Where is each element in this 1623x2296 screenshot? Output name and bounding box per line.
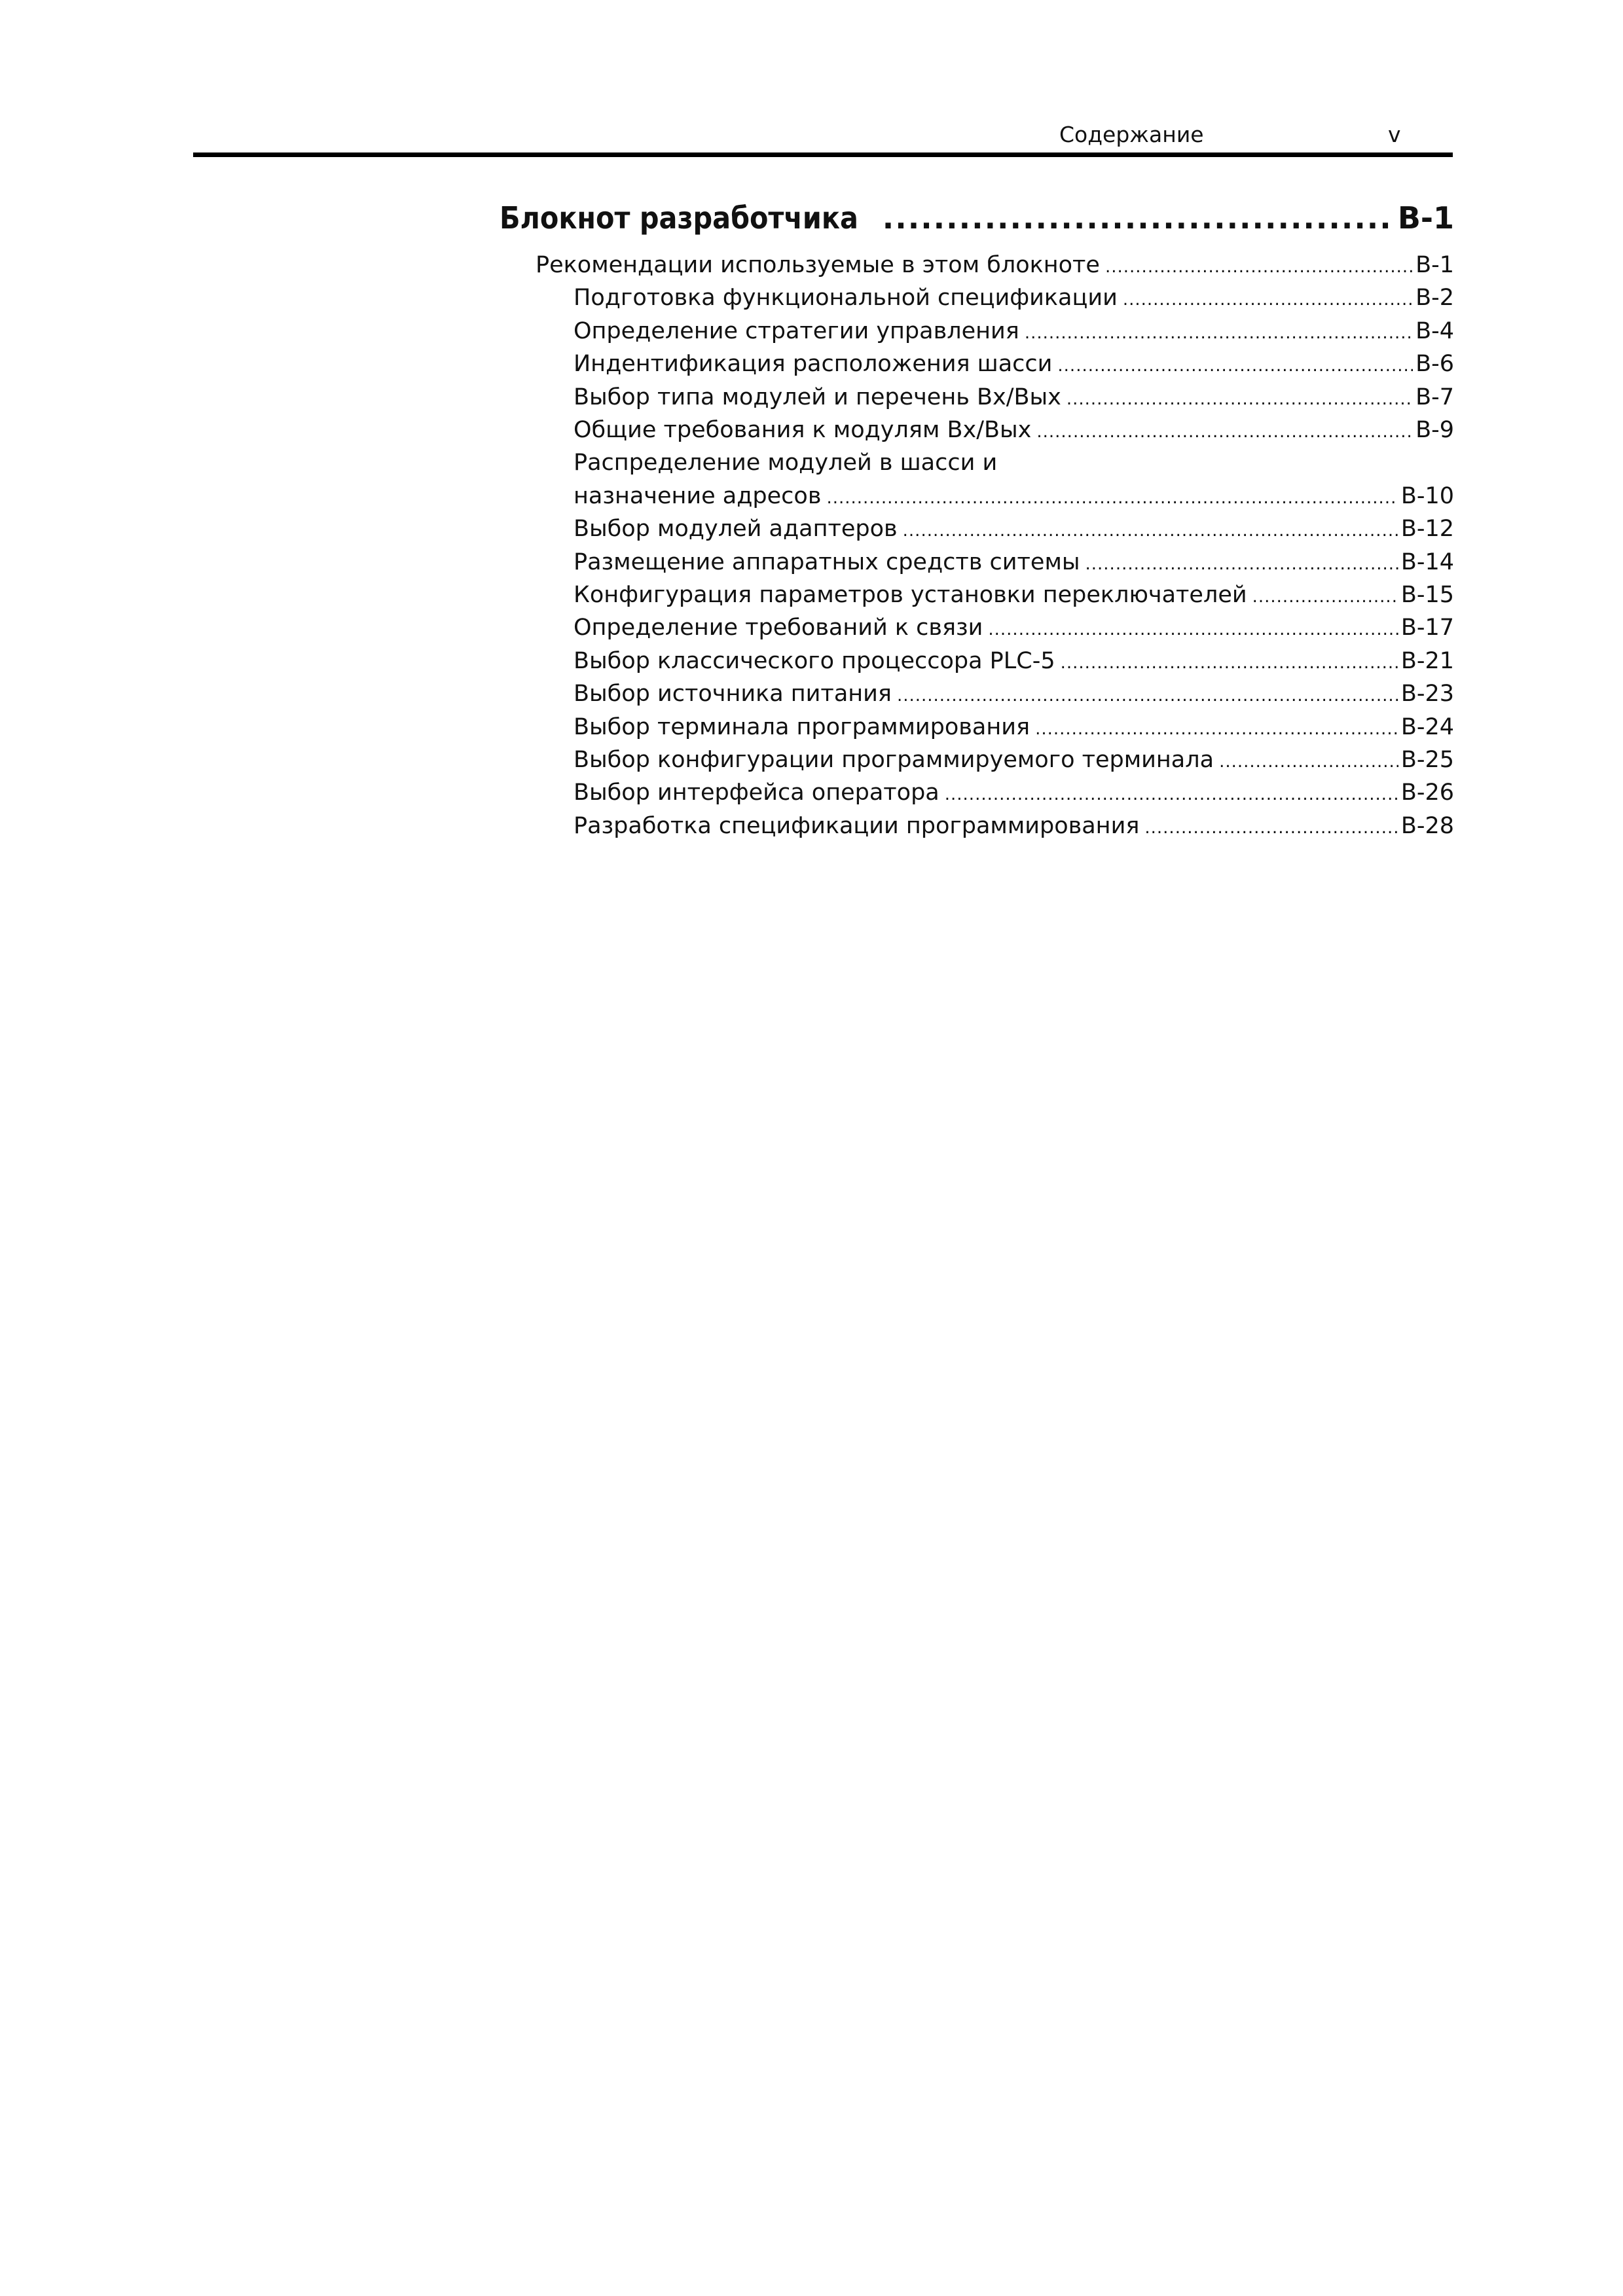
dot-leader bbox=[1025, 317, 1413, 350]
toc-entry[interactable] bbox=[574, 480, 1454, 512]
toc-entry-page: B-4 bbox=[1415, 317, 1454, 344]
toc-entry[interactable] bbox=[574, 315, 1454, 348]
toc-entry[interactable] bbox=[574, 546, 1454, 579]
toc-entry[interactable] bbox=[574, 645, 1454, 677]
dot-leader bbox=[1057, 350, 1413, 382]
toc-entry-label: Определение стратегии управления bbox=[574, 317, 1019, 344]
toc-entry-label: Выбор терминала программирования bbox=[574, 713, 1030, 740]
toc-entry-page: B-12 bbox=[1400, 516, 1454, 543]
toc-entry[interactable] bbox=[574, 677, 1454, 710]
toc-entry-page: B-24 bbox=[1400, 713, 1454, 740]
chapter-page: B-1 bbox=[1397, 200, 1454, 236]
dot-leader bbox=[945, 778, 1398, 811]
toc-entry-label: Выбор классического процессора PLC-5 bbox=[574, 647, 1055, 674]
dot-leader bbox=[903, 514, 1398, 547]
dot-leader bbox=[1035, 713, 1398, 745]
toc-entry-label: назначение адресов bbox=[574, 482, 822, 509]
dot-leader bbox=[1144, 812, 1398, 844]
toc-entry[interactable] bbox=[574, 414, 1454, 446]
running-head-section: Содержание bbox=[1059, 122, 1204, 147]
dot-leader bbox=[988, 613, 1398, 646]
toc-entry-page: B-2 bbox=[1415, 285, 1454, 312]
toc-entry[interactable] bbox=[574, 611, 1454, 644]
dot-leader bbox=[1061, 647, 1398, 679]
dot-leader bbox=[1105, 251, 1413, 283]
toc-entry[interactable] bbox=[574, 776, 1454, 809]
toc-entry-page: B-23 bbox=[1400, 681, 1454, 708]
toc-entry-page: B-21 bbox=[1400, 647, 1454, 674]
toc-entry[interactable] bbox=[574, 579, 1454, 611]
dot-leader bbox=[1123, 283, 1413, 316]
toc-entry-page: B-26 bbox=[1400, 780, 1454, 806]
toc-entry-page: B-25 bbox=[1400, 747, 1454, 773]
running-head bbox=[982, 122, 1440, 154]
toc-entry[interactable] bbox=[574, 446, 1454, 479]
header-rule bbox=[193, 152, 1453, 157]
toc-entry-label: Индентификация расположения шасси bbox=[574, 351, 1053, 378]
toc-entry-label: Конфигурация параметров установки переключателей bbox=[574, 582, 1247, 608]
toc-entry-label: Выбор источника питания bbox=[574, 681, 892, 708]
toc-entry[interactable] bbox=[574, 281, 1454, 314]
toc-entry-label: Распределение модулей в шасси и bbox=[574, 450, 998, 476]
toc-entry-page: B-9 bbox=[1415, 417, 1454, 443]
toc-entry[interactable] bbox=[574, 381, 1454, 414]
toc-chapter-entry[interactable] bbox=[500, 195, 1454, 241]
toc-entry[interactable] bbox=[574, 711, 1454, 744]
running-head-page-number: v bbox=[1388, 122, 1401, 147]
toc-entry-page: B-1 bbox=[1415, 252, 1454, 278]
toc-entry-label: Выбор типа модулей и перечень Вх/Вых bbox=[574, 384, 1061, 410]
toc-entry-page: B-14 bbox=[1400, 548, 1454, 575]
dot-leader bbox=[1085, 548, 1398, 581]
toc-entry[interactable] bbox=[574, 810, 1454, 842]
toc-entry[interactable] bbox=[574, 744, 1454, 776]
toc-entry-page: B-15 bbox=[1400, 582, 1454, 608]
toc-entry-label: Рекомендации используемые в этом блокноте bbox=[536, 252, 1100, 278]
dot-leader bbox=[1036, 416, 1413, 448]
toc-entry-label: Выбор интерфейса оператора bbox=[574, 780, 939, 806]
dot-leader bbox=[897, 679, 1398, 712]
dot-leader bbox=[1067, 383, 1413, 416]
toc-entry-label: Подготовка функциональной спецификации bbox=[574, 285, 1118, 312]
toc-entry-page: B-10 bbox=[1400, 482, 1454, 509]
toc-entry-label: Выбор модулей адаптеров bbox=[574, 516, 898, 543]
toc-entry-label: Разработка спецификации программирования bbox=[574, 812, 1140, 839]
toc-entry-page: B-17 bbox=[1400, 615, 1454, 641]
dot-leader bbox=[1219, 745, 1398, 778]
toc-entry-label: Общие требования к модулям Вх/Вых bbox=[574, 417, 1032, 443]
toc-entry-page: B-7 bbox=[1415, 384, 1454, 410]
toc-entry-label: Определение требований к связи bbox=[574, 615, 983, 641]
toc-entry-label: Выбор конфигурации программируемого терминала bbox=[574, 747, 1214, 773]
toc-entry-page: B-28 bbox=[1400, 812, 1454, 839]
toc-entry-label: Размещение аппаратных средств ситемы bbox=[574, 548, 1080, 575]
toc-entry[interactable] bbox=[574, 512, 1454, 545]
toc-entry[interactable] bbox=[536, 249, 1454, 281]
chapter-title: Блокнот разработчика bbox=[500, 200, 858, 236]
dot-leader bbox=[826, 482, 1398, 514]
toc-entry-page: B-6 bbox=[1415, 351, 1454, 378]
dot-leader bbox=[1252, 581, 1398, 613]
dot-leader bbox=[883, 195, 1391, 241]
toc-entry[interactable] bbox=[574, 348, 1454, 380]
